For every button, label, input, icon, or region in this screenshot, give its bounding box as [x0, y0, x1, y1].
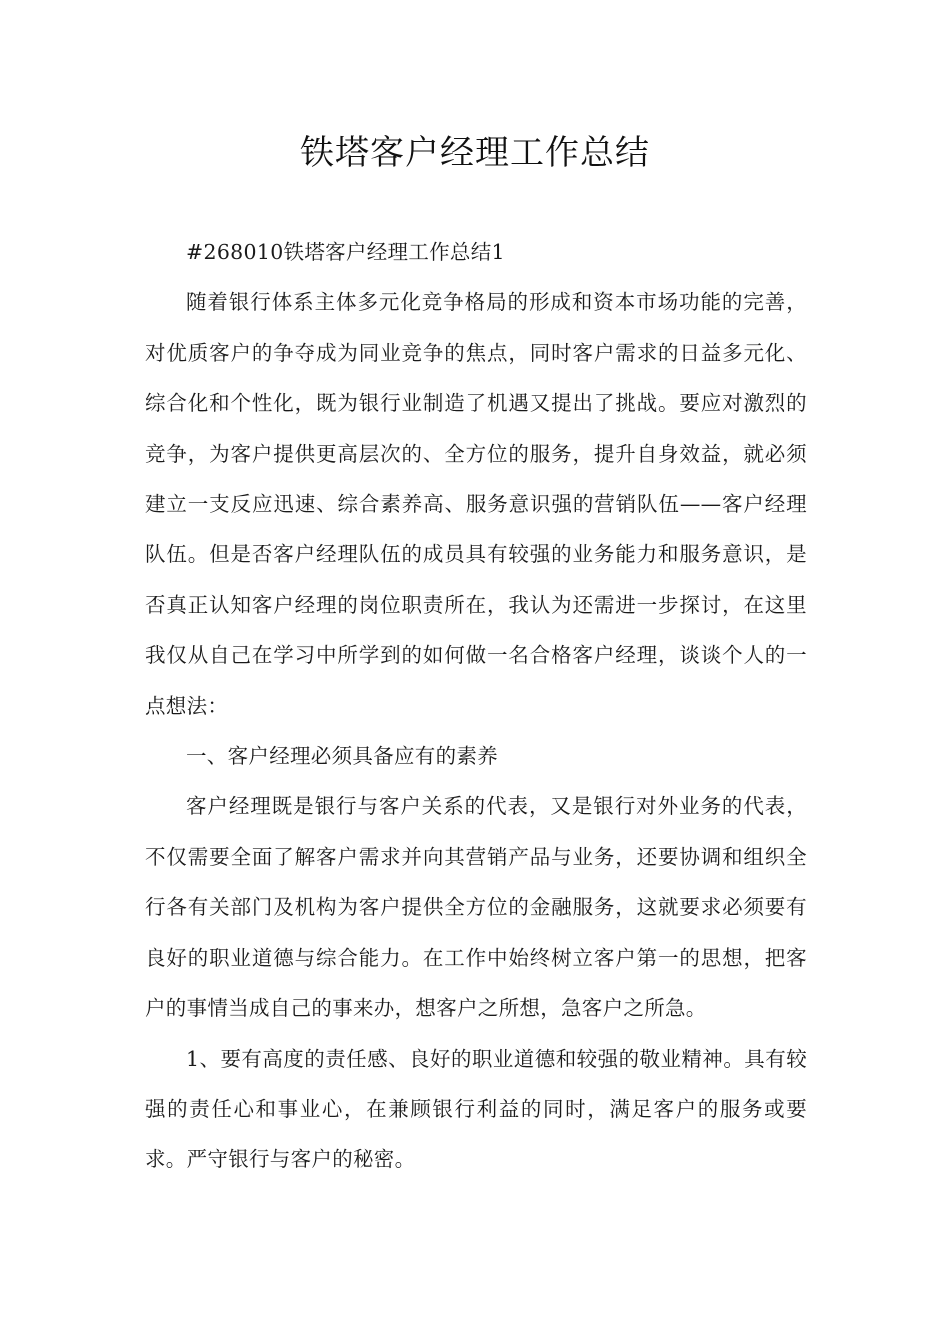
document-body	[145, 227, 807, 1185]
paragraph-heading-number: #268010铁塔客户经理工作总结1	[186, 240, 505, 264]
section-heading-1: 一、客户经理必须具备应有的素养	[186, 744, 498, 769]
document-title: 铁塔客户经理工作总结	[300, 133, 650, 173]
paragraph-point-1: 1、要有高度的责任感、良好的职业道德和较强的敬业精神。具有较强的责任心和事业心，在兼顾银行利益的同时，满足客户的服务或要求。严守银行与客户的秘密。	[145, 1046, 807, 1172]
paragraph-section-1: 客户经理既是银行与客户关系的代表，又是银行对外业务的代表，不仅需要全面了解客户需求并向其营销产品与业务，还要协调和组织全行各有关部门及机构为客户提供全方位的金融服务，这就要求必须要有良好的职业道德与综合能力。在工作中始终树立客户第一的思想，把客户的事情当成自己的事来办，想客户之所想，急客户之所急。	[145, 794, 807, 1021]
paragraph-intro: 随着银行体系主体多元化竞争格局的形成和资本市场功能的完善，对优质客户的争夺成为同业竞争的焦点，同时客户需求的日益多元化、综合化和个性化，既为银行业制造了机遇又提出了挑战。要应对激烈的竞争，为客户提供更高层次的、全方位的服务，提升自身效益，就必须建立一支反应迅速、综合素养高、服务意识强的营销队伍——客户经理队伍。但是否客户经理队伍的成员具有较强的业务能力和服务意识，是否真正认知客户经理的岗位职责所在，我认为还需进一步探讨，在这里我仅从自己在学习中所学到的如何做一名合格客户经理，谈谈个人的一点想法：	[145, 290, 807, 718]
